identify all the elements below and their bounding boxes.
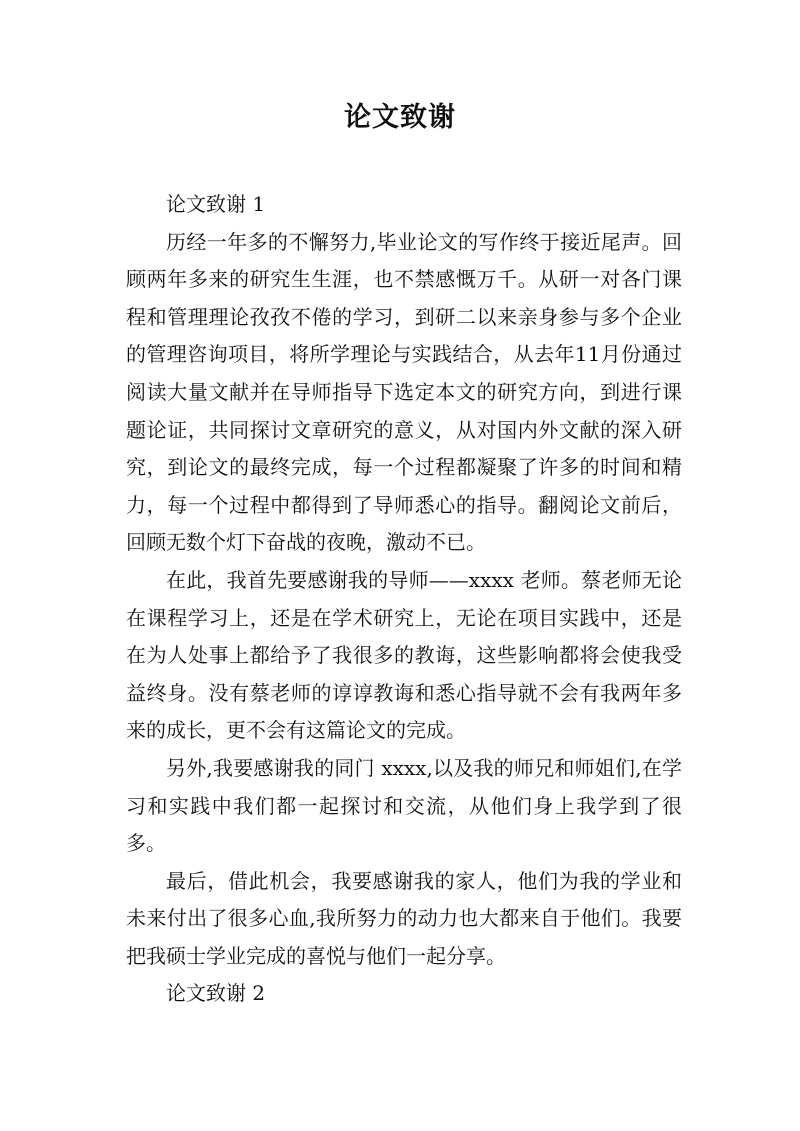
paragraph-intro: 历经一年多的不懈努力,毕业论文的写作终于接近尾声。回顾两年多来的研究生生涯，也不禁感慨万千。从研一对各门课程和管理理论孜孜不倦的学习，到研二以来亲身参与多个企业的管理咨询项目，将所学理论与实践结合，从去年11月份通过阅读大量文献并在导师指导下选定本文的研究方向，到进行课题论证，共同探讨文章研究的意义，从对国内外文献的深入研究，到论文的最终完成，每一个过程都凝聚了许多的时间和精力，每一个过程中都得到了导师悉心的指导。翻阅论文前后，回顾无数个灯下奋战的夜晚，激动不已。 <box>126 229 682 555</box>
paragraph-peers-thanks: 另外,我要感谢我的同门 xxxx,以及我的师兄和师姐们,在学习和实践中我们都一起探讨和交流，从他们身上我学到了很多。 <box>126 755 682 856</box>
paragraph-family-thanks: 最后，借此机会，我要感谢我的家人，他们为我的学业和未来付出了很多心血,我所努力的动力也大都来自于他们。我要把我硕士学业完成的喜悦与他们一起分享。 <box>126 868 682 968</box>
section-heading-2: 论文致谢 2 <box>166 981 266 1006</box>
document-title: 论文致谢 <box>344 102 456 133</box>
paragraph-advisor-thanks: 在此，我首先要感谢我的导师——xxxx 老师。蔡老师无论在课程学习上，还是在学术研究上，无论在项目实践中，还是在为人处事上都给予了我很多的教诲，这些影响都将会使我受益终身。没有蔡老师的谆谆教诲和悉心指导就不会有我两年多来的成长，更不会有这篇论文的完成。 <box>126 567 682 743</box>
document-body <box>126 186 682 1013</box>
section-heading-1: 论文致谢 1 <box>166 192 266 216</box>
